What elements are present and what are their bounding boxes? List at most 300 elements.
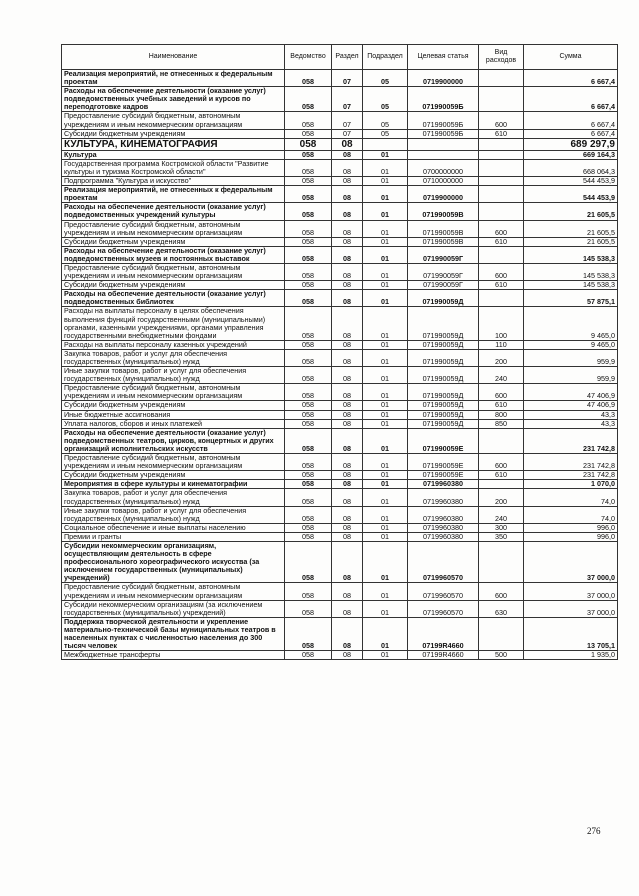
table-row [62, 651, 618, 660]
row-name-cell: Закупка товаров, работ и услуг для обеспечения государственных (муниципальных) нужд [62, 349, 285, 366]
row-razdel-cell: 08 [332, 150, 363, 159]
row-statya-cell: 071990059Е [408, 454, 479, 471]
row-podrazdel-cell: 01 [363, 428, 408, 453]
row-podrazdel-cell: 01 [363, 506, 408, 523]
row-summa-cell: 231 742,8 [524, 454, 618, 471]
table-row [62, 203, 618, 220]
row-razdel-cell: 08 [332, 177, 363, 186]
table-row [62, 290, 618, 307]
row-summa-cell: 47 406,9 [524, 384, 618, 401]
row-name-cell: Социальное обеспечение и иные выплаты населению [62, 523, 285, 532]
row-podrazdel-cell: 01 [363, 651, 408, 660]
row-summa-cell: 37 000,0 [524, 600, 618, 617]
row-vid-cell [479, 70, 524, 87]
row-summa-cell: 6 667,4 [524, 87, 618, 112]
row-podrazdel-cell: 01 [363, 246, 408, 263]
row-name-cell: Иные бюджетные ассигнования [62, 410, 285, 419]
row-podrazdel-cell: 01 [363, 203, 408, 220]
row-vid-cell: 630 [479, 600, 524, 617]
row-vid-cell [479, 177, 524, 186]
row-podrazdel-cell: 01 [363, 159, 408, 176]
table-row [62, 177, 618, 186]
row-summa-cell: 21 605,5 [524, 220, 618, 237]
row-statya-cell: 0719960380 [408, 489, 479, 506]
row-summa-cell: 47 406,9 [524, 401, 618, 410]
row-vid-cell [479, 186, 524, 203]
row-vid-cell: 600 [479, 112, 524, 129]
row-razdel-cell: 08 [332, 489, 363, 506]
row-summa-cell: 13 705,1 [524, 617, 618, 650]
row-vid-cell: 600 [479, 263, 524, 280]
row-name-cell: Предоставление субсидий бюджетным, автономным учреждениям и иным некоммерческим организациям [62, 263, 285, 280]
row-statya-cell: 071990059Е [408, 428, 479, 453]
row-vedomstvo-cell: 058 [285, 263, 332, 280]
row-statya-cell: 071990059Д [408, 307, 479, 340]
row-vedomstvo-cell: 058 [285, 367, 332, 384]
row-podrazdel-cell: 01 [363, 384, 408, 401]
row-name-cell: Мероприятия в сфере культуры и кинематографии [62, 480, 285, 489]
row-vid-cell [479, 480, 524, 489]
row-name-cell: Предоставление субсидий бюджетным, автономным учреждениям и иным некоммерческим организациям [62, 220, 285, 237]
row-name-cell: Уплата налогов, сборов и иных платежей [62, 419, 285, 428]
row-razdel-cell: 07 [332, 129, 363, 138]
row-razdel-cell: 08 [332, 220, 363, 237]
row-statya-cell: 071990059В [408, 237, 479, 246]
row-vedomstvo-cell: 058 [285, 186, 332, 203]
row-vedomstvo-cell: 058 [285, 506, 332, 523]
row-name-cell: Субсидии бюджетным учреждениям [62, 281, 285, 290]
row-summa-cell: 21 605,5 [524, 203, 618, 220]
row-summa-cell: 689 297,9 [524, 138, 618, 150]
table-row [62, 237, 618, 246]
row-vid-cell: 600 [479, 454, 524, 471]
row-razdel-cell: 08 [332, 186, 363, 203]
row-vid-cell: 610 [479, 237, 524, 246]
row-statya-cell: 0710000000 [408, 177, 479, 186]
row-name-cell: Расходы на выплаты персоналу в целях обеспечения выполнения функций государственными (муниципальными) органами, казенными учреждениями, органами управления государственными внебюджетными фондами [62, 307, 285, 340]
row-vedomstvo-cell: 058 [285, 419, 332, 428]
row-vid-cell: 600 [479, 384, 524, 401]
table-row [62, 138, 618, 150]
row-vedomstvo-cell: 058 [285, 401, 332, 410]
row-podrazdel-cell: 05 [363, 87, 408, 112]
row-podrazdel-cell: 01 [363, 340, 408, 349]
row-vedomstvo-cell: 058 [285, 129, 332, 138]
row-podrazdel-cell: 01 [363, 419, 408, 428]
row-summa-cell: 9 465,0 [524, 307, 618, 340]
row-podrazdel-cell: 01 [363, 617, 408, 650]
row-vedomstvo-cell: 058 [285, 246, 332, 263]
row-name-cell: Реализация мероприятий, не отнесенных к федеральным проектам [62, 186, 285, 203]
row-vid-cell [479, 203, 524, 220]
row-vid-cell: 200 [479, 489, 524, 506]
row-vid-cell: 200 [479, 349, 524, 366]
row-name-cell: Иные закупки товаров, работ и услуг для обеспечения государственных (муниципальных) нужд [62, 367, 285, 384]
row-name-cell: Межбюджетные трансферты [62, 651, 285, 660]
table-row [62, 384, 618, 401]
row-name-cell: Государственная программа Костромской области "Развитие культуры и туризма Костромской области" [62, 159, 285, 176]
table-row [62, 583, 618, 600]
row-vedomstvo-cell: 058 [285, 480, 332, 489]
row-podrazdel-cell: 01 [363, 281, 408, 290]
row-statya-cell: 0700000000 [408, 159, 479, 176]
row-statya-cell: 07199R4660 [408, 617, 479, 650]
row-vedomstvo-cell: 058 [285, 281, 332, 290]
row-vedomstvo-cell: 058 [285, 583, 332, 600]
row-vid-cell [479, 87, 524, 112]
row-summa-cell: 21 605,5 [524, 237, 618, 246]
col-header-vedomstvo: Ведомство [285, 45, 332, 70]
row-vedomstvo-cell: 058 [285, 237, 332, 246]
row-razdel-cell: 08 [332, 480, 363, 489]
row-statya-cell: 071990059Б [408, 112, 479, 129]
row-summa-cell: 145 538,3 [524, 263, 618, 280]
row-summa-cell: 959,9 [524, 367, 618, 384]
row-summa-cell: 959,9 [524, 349, 618, 366]
row-razdel-cell: 07 [332, 70, 363, 87]
row-statya-cell: 0719960570 [408, 541, 479, 582]
row-statya-cell: 0719960570 [408, 600, 479, 617]
row-statya-cell: 07199R4660 [408, 651, 479, 660]
row-vedomstvo-cell: 058 [285, 220, 332, 237]
row-vid-cell: 610 [479, 471, 524, 480]
row-statya-cell: 071990059Г [408, 246, 479, 263]
row-summa-cell: 669 164,3 [524, 150, 618, 159]
row-razdel-cell: 08 [332, 340, 363, 349]
row-razdel-cell: 08 [332, 541, 363, 582]
table-row [62, 87, 618, 112]
row-statya-cell: 071990059Г [408, 281, 479, 290]
table-row [62, 263, 618, 280]
row-razdel-cell: 07 [332, 87, 363, 112]
row-razdel-cell: 08 [332, 263, 363, 280]
col-header-vid: Вид расходов [479, 45, 524, 70]
row-vid-cell: 240 [479, 367, 524, 384]
table-row [62, 471, 618, 480]
row-summa-cell: 544 453,9 [524, 186, 618, 203]
table-row [62, 454, 618, 471]
row-razdel-cell: 08 [332, 349, 363, 366]
row-vid-cell: 350 [479, 532, 524, 541]
row-podrazdel-cell: 01 [363, 186, 408, 203]
row-vid-cell [479, 150, 524, 159]
row-statya-cell: 071990059Д [408, 349, 479, 366]
row-summa-cell: 74,0 [524, 489, 618, 506]
row-razdel-cell: 08 [332, 307, 363, 340]
row-podrazdel-cell: 01 [363, 263, 408, 280]
row-podrazdel-cell: 01 [363, 307, 408, 340]
row-statya-cell: 0719960380 [408, 532, 479, 541]
row-vid-cell: 610 [479, 401, 524, 410]
row-vid-cell: 600 [479, 583, 524, 600]
table-row [62, 159, 618, 176]
budget-sheet [61, 44, 617, 660]
row-razdel-cell: 08 [332, 384, 363, 401]
row-podrazdel-cell: 01 [363, 480, 408, 489]
table-row [62, 489, 618, 506]
row-podrazdel-cell: 01 [363, 349, 408, 366]
row-name-cell: Предоставление субсидий бюджетным, автономным учреждениям и иным некоммерческим организациям [62, 454, 285, 471]
row-statya-cell: 0719900000 [408, 186, 479, 203]
row-summa-cell: 668 064,3 [524, 159, 618, 176]
row-podrazdel-cell: 01 [363, 471, 408, 480]
row-name-cell: Субсидии бюджетным учреждениям [62, 129, 285, 138]
row-statya-cell: 071990059Д [408, 410, 479, 419]
row-podrazdel-cell: 01 [363, 177, 408, 186]
row-vedomstvo-cell: 058 [285, 290, 332, 307]
table-row [62, 246, 618, 263]
row-vid-cell: 300 [479, 523, 524, 532]
row-summa-cell: 1 935,0 [524, 651, 618, 660]
row-razdel-cell: 08 [332, 532, 363, 541]
row-summa-cell: 145 538,3 [524, 281, 618, 290]
row-vid-cell [479, 290, 524, 307]
row-vedomstvo-cell: 058 [285, 600, 332, 617]
row-vid-cell: 110 [479, 340, 524, 349]
row-razdel-cell: 08 [332, 138, 363, 150]
row-statya-cell: 071990059Б [408, 129, 479, 138]
row-razdel-cell: 08 [332, 454, 363, 471]
row-statya-cell: 071990059Г [408, 263, 479, 280]
row-podrazdel-cell: 05 [363, 70, 408, 87]
row-statya-cell: 071990059Д [408, 290, 479, 307]
row-statya-cell: 071990059Д [408, 384, 479, 401]
row-name-cell: Расходы на обеспечение деятельности (оказание услуг) подведомственных учреждений культуры [62, 203, 285, 220]
col-header-name: Наименование [62, 45, 285, 70]
row-name-cell: Субсидии некоммерческим организациям (за исключением государственных (муниципальных) учреждений) [62, 600, 285, 617]
row-name-cell: Предоставление субсидий бюджетным, автономным учреждениям и иным некоммерческим организациям [62, 112, 285, 129]
row-statya-cell: 071990059Д [408, 367, 479, 384]
row-summa-cell: 43,3 [524, 419, 618, 428]
row-podrazdel-cell: 05 [363, 129, 408, 138]
row-vedomstvo-cell: 058 [285, 177, 332, 186]
row-summa-cell: 37 000,0 [524, 541, 618, 582]
row-name-cell: Поддержка творческой деятельности и укрепление материально-технической базы муниципальных театров в населенных пунктах с численностью населения до 300 тысяч человек [62, 617, 285, 650]
table-row [62, 112, 618, 129]
row-podrazdel-cell: 01 [363, 220, 408, 237]
row-summa-cell: 6 667,4 [524, 70, 618, 87]
row-razdel-cell: 08 [332, 428, 363, 453]
row-vid-cell [479, 138, 524, 150]
row-vedomstvo-cell: 058 [285, 87, 332, 112]
row-vedomstvo-cell: 058 [285, 410, 332, 419]
row-vedomstvo-cell: 058 [285, 471, 332, 480]
row-razdel-cell: 08 [332, 203, 363, 220]
row-summa-cell: 231 742,8 [524, 428, 618, 453]
row-summa-cell: 544 453,9 [524, 177, 618, 186]
row-name-cell: Предоставление субсидий бюджетным, автономным учреждениям и иным некоммерческим организациям [62, 583, 285, 600]
row-name-cell: Субсидии бюджетным учреждениям [62, 471, 285, 480]
row-statya-cell: 071990059В [408, 220, 479, 237]
row-podrazdel-cell: 01 [363, 532, 408, 541]
table-row [62, 410, 618, 419]
row-statya-cell [408, 138, 479, 150]
row-summa-cell: 145 538,3 [524, 246, 618, 263]
row-podrazdel-cell: 01 [363, 367, 408, 384]
row-summa-cell: 43,3 [524, 410, 618, 419]
row-summa-cell: 9 465,0 [524, 340, 618, 349]
row-vid-cell [479, 541, 524, 582]
row-vedomstvo-cell: 058 [285, 150, 332, 159]
row-vedomstvo-cell: 058 [285, 384, 332, 401]
row-razdel-cell: 08 [332, 290, 363, 307]
table-row [62, 523, 618, 532]
row-statya-cell [408, 150, 479, 159]
table-row [62, 541, 618, 582]
row-summa-cell: 57 875,1 [524, 290, 618, 307]
col-header-summa: Сумма [524, 45, 618, 70]
row-vedomstvo-cell: 058 [285, 159, 332, 176]
row-vid-cell: 600 [479, 220, 524, 237]
row-vid-cell: 850 [479, 419, 524, 428]
row-name-cell: Субсидии бюджетным учреждениям [62, 237, 285, 246]
row-vid-cell: 800 [479, 410, 524, 419]
row-summa-cell: 996,0 [524, 532, 618, 541]
row-name-cell: Иные закупки товаров, работ и услуг для обеспечения государственных (муниципальных) нужд [62, 506, 285, 523]
row-razdel-cell: 08 [332, 600, 363, 617]
row-summa-cell: 996,0 [524, 523, 618, 532]
row-razdel-cell: 08 [332, 617, 363, 650]
budget-table [61, 44, 618, 660]
row-vedomstvo-cell: 058 [285, 454, 332, 471]
row-vedomstvo-cell: 058 [285, 617, 332, 650]
row-name-cell: Субсидии бюджетным учреждениям [62, 401, 285, 410]
row-vedomstvo-cell: 058 [285, 112, 332, 129]
table-row [62, 401, 618, 410]
row-vid-cell [479, 246, 524, 263]
row-razdel-cell: 08 [332, 471, 363, 480]
row-statya-cell: 0719960570 [408, 583, 479, 600]
row-vid-cell [479, 617, 524, 650]
row-vid-cell: 610 [479, 281, 524, 290]
row-summa-cell: 6 667,4 [524, 129, 618, 138]
row-podrazdel-cell: 01 [363, 290, 408, 307]
table-row [62, 532, 618, 541]
col-header-podrazdel: Подраздел [363, 45, 408, 70]
row-statya-cell: 0719960380 [408, 506, 479, 523]
table-row [62, 349, 618, 366]
row-statya-cell: 0719960380 [408, 480, 479, 489]
row-name-cell: Расходы на обеспечение деятельности (оказание услуг) подведомственных музеев и постоянных выставок [62, 246, 285, 263]
row-podrazdel-cell: 01 [363, 541, 408, 582]
row-statya-cell: 071990059Д [408, 340, 479, 349]
row-vedomstvo-cell: 058 [285, 138, 332, 150]
table-row [62, 307, 618, 340]
row-razdel-cell: 08 [332, 246, 363, 263]
row-podrazdel-cell: 01 [363, 410, 408, 419]
row-podrazdel-cell: 01 [363, 150, 408, 159]
row-vedomstvo-cell: 058 [285, 532, 332, 541]
table-row [62, 419, 618, 428]
row-razdel-cell: 08 [332, 159, 363, 176]
row-podrazdel-cell: 01 [363, 454, 408, 471]
row-vid-cell: 610 [479, 129, 524, 138]
row-name-cell: Субсидии некоммерческим организациям, осуществляющим деятельность в сфере профессионального хореографического искусства (за исключением государственных (муниципальных) учреждений) [62, 541, 285, 582]
row-vedomstvo-cell: 058 [285, 203, 332, 220]
table-row [62, 480, 618, 489]
table-row [62, 281, 618, 290]
row-razdel-cell: 08 [332, 651, 363, 660]
table-row [62, 617, 618, 650]
row-name-cell: Расходы на обеспечение деятельности (оказание услуг) подведомственных учебных заведений и курсов по переподготовке кадров [62, 87, 285, 112]
row-summa-cell: 74,0 [524, 506, 618, 523]
row-razdel-cell: 08 [332, 583, 363, 600]
row-vid-cell [479, 428, 524, 453]
row-vedomstvo-cell: 058 [285, 489, 332, 506]
row-statya-cell: 071990059Д [408, 401, 479, 410]
table-row [62, 220, 618, 237]
row-vedomstvo-cell: 058 [285, 70, 332, 87]
row-name-cell: Подпрограмма "Культура и искусство" [62, 177, 285, 186]
col-header-razdel: Раздел [332, 45, 363, 70]
table-row [62, 428, 618, 453]
row-vid-cell: 240 [479, 506, 524, 523]
row-razdel-cell: 08 [332, 367, 363, 384]
row-summa-cell: 37 000,0 [524, 583, 618, 600]
row-razdel-cell: 08 [332, 281, 363, 290]
row-vedomstvo-cell: 058 [285, 340, 332, 349]
row-statya-cell: 0719960380 [408, 523, 479, 532]
row-razdel-cell: 08 [332, 523, 363, 532]
col-header-statya: Целевая статья [408, 45, 479, 70]
row-razdel-cell: 08 [332, 410, 363, 419]
row-name-cell: Премии и гранты [62, 532, 285, 541]
row-podrazdel-cell: 05 [363, 112, 408, 129]
row-razdel-cell: 08 [332, 506, 363, 523]
table-row [62, 506, 618, 523]
row-vid-cell [479, 159, 524, 176]
row-vedomstvo-cell: 058 [285, 428, 332, 453]
row-statya-cell: 071990059Е [408, 471, 479, 480]
table-row [62, 70, 618, 87]
row-vedomstvo-cell: 058 [285, 651, 332, 660]
row-name-cell: Расходы на обеспечение деятельности (оказание услуг) подведомственных библиотек [62, 290, 285, 307]
row-vedomstvo-cell: 058 [285, 307, 332, 340]
row-name-cell: Расходы на обеспечение деятельности (оказание услуг) подведомственных театров, цирков, концертных и других организаций исполнительских искусств [62, 428, 285, 453]
row-summa-cell: 231 742,8 [524, 471, 618, 480]
row-vedomstvo-cell: 058 [285, 523, 332, 532]
table-row [62, 600, 618, 617]
row-statya-cell: 071990059Б [408, 87, 479, 112]
row-name-cell: Расходы на выплаты персоналу казенных учреждений [62, 340, 285, 349]
row-razdel-cell: 07 [332, 112, 363, 129]
row-name-cell: Культура [62, 150, 285, 159]
table-row [62, 367, 618, 384]
row-name-cell: КУЛЬТУРА, КИНЕМАТОГРАФИЯ [62, 138, 285, 150]
row-razdel-cell: 08 [332, 419, 363, 428]
row-statya-cell: 071990059Д [408, 419, 479, 428]
row-vid-cell: 100 [479, 307, 524, 340]
row-podrazdel-cell: 01 [363, 489, 408, 506]
row-razdel-cell: 08 [332, 401, 363, 410]
row-vid-cell: 500 [479, 651, 524, 660]
row-vedomstvo-cell: 058 [285, 349, 332, 366]
row-podrazdel-cell: 01 [363, 401, 408, 410]
row-vedomstvo-cell: 058 [285, 541, 332, 582]
row-summa-cell: 6 667,4 [524, 112, 618, 129]
table-row [62, 340, 618, 349]
table-row [62, 150, 618, 159]
row-podrazdel-cell: 01 [363, 237, 408, 246]
row-razdel-cell: 08 [332, 237, 363, 246]
row-name-cell: Предоставление субсидий бюджетным, автономным учреждениям и иным некоммерческим организациям [62, 384, 285, 401]
row-podrazdel-cell: 01 [363, 583, 408, 600]
table-row [62, 129, 618, 138]
row-statya-cell: 071990059В [408, 203, 479, 220]
table-row [62, 186, 618, 203]
row-podrazdel-cell: 01 [363, 523, 408, 532]
row-name-cell: Реализация мероприятий, не отнесенных к федеральным проектам [62, 70, 285, 87]
